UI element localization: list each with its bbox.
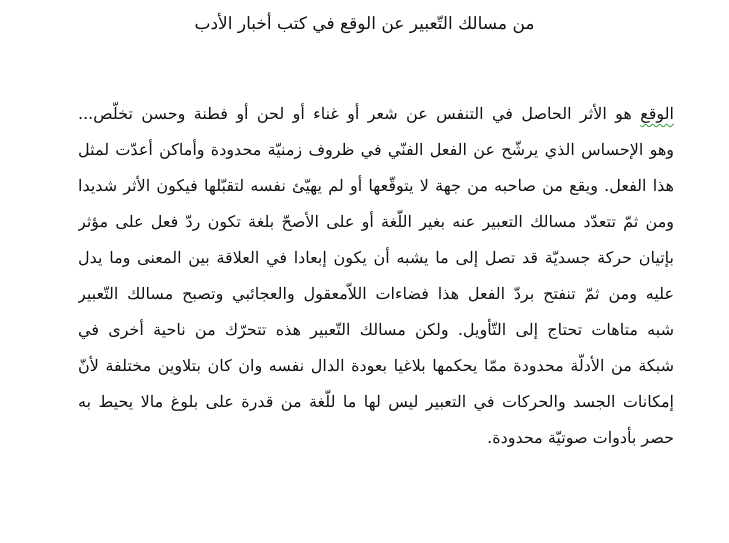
paragraph-line-3: هذا الفعل. ويقع من صاحبه من جهة لا يتوقّعها أو لم يهيّئ نفسه لتقبّلها فيكون الأثر شديدا [78, 176, 674, 195]
paragraph-line-4: ومن ثمّ تتعدّد مسالك التعبير عنه بغير اللّغة أو على الأصحّ بلغة تكون ردّ فعل على مؤثر [78, 212, 674, 231]
paragraph-line-9: إمكانات الجسد والحركات في التعبير ليس لها ما للّغة من قدرة على بلوغ مالا يحيط به [78, 392, 674, 411]
paragraph-line-1 [78, 96, 674, 132]
body-paragraph [78, 96, 674, 456]
document-title: من مسالك التّعبير عن الوقع في كتب أخبار الأدب [194, 14, 535, 34]
paragraph-line-8: شبكة من الأدلّة محدودة ممّا يحكمها بلاغيا بعودة الدال نفسه وان كان بتلاوين مختلفة لأنّ [78, 356, 674, 375]
paragraph-line-7: شبه متاهات تحتاج إلى التّأويل. ولكن مسالك التّعبير هذه تتحرّك من ناحية أخرى في [78, 320, 674, 339]
paragraph-line-2: وهو الإحساس الذي يرشّح عن الفعل الفنّي في ظروف زمنيّة محدودة وأماكن أعدّت لمثل [78, 140, 674, 159]
paragraph-line-5: بإتيان حركة جسديّة قد تصل إلى ما يشبه أن يكون إبعادا في العلاقة بين المعنى وما يدل [78, 248, 674, 267]
spellcheck-flagged-word[interactable]: الوقع [640, 104, 674, 123]
paragraph-line-1-rest: هو الأثر الحاصل في التنفس عن شعر أو غناء أو لحن أو فطنة وحسن تخلّص... [78, 104, 641, 123]
paragraph-line-10: حصر بأدوات صوتيّة محدودة. [487, 428, 674, 447]
paragraph-line-6: عليه ومن ثمّ تنفتح بردّ الفعل هذا فضاءات اللاّمعقول والعجائبي وتصبح مسالك التّعبير [78, 284, 674, 303]
